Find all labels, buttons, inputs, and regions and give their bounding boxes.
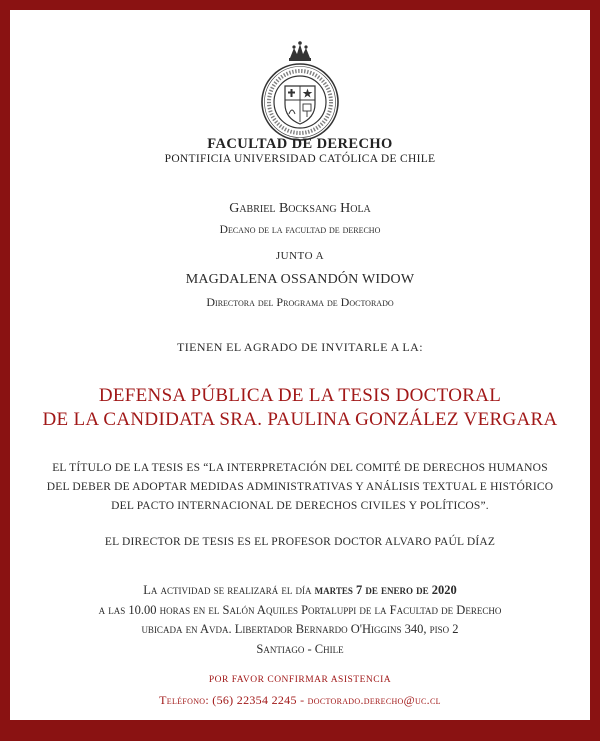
thesis-title <box>10 459 590 516</box>
event-headline-line1: DEFENSA PÚBLICA DE LA TESIS DOCTORAL <box>98 385 502 406</box>
event-details-line1 <box>10 581 590 601</box>
thesis-title-line1: EL TÍTULO DE LA TESIS ES “LA INTERPRETACIÓN DEL COMITÉ DE DERECHOS HUMANOS <box>52 462 548 474</box>
thesis-title-line2: DEL DEBER DE ADOPTAR MEDIDAS ADMINISTRATIVAS Y ANÁLISIS TEXTUAL E HISTÓRICO <box>46 481 554 493</box>
event-details <box>10 581 590 659</box>
event-details-line2: a las 10.00 horas en el Salón Aquiles Portaluppi de la Facultad de Derecho <box>98 602 502 617</box>
rsvp-request: POR FAVOR CONFIRMAR ASISTENCIA <box>208 675 392 685</box>
dean-name: Gabriel Bocksang Hola <box>229 201 371 216</box>
invitation-card <box>10 10 590 720</box>
event-details-line4: Santiago - Chile <box>256 641 344 656</box>
event-details-line3: ubicada en Avda. Libertador Bernardo O'Higgins 340, piso 2 <box>141 622 459 636</box>
event-details-prefix: La actividad se realizará el día <box>143 583 312 597</box>
event-date: martes 7 de enero de 2020 <box>314 583 457 597</box>
faculty-name: FACULTAD DE DERECHO <box>207 136 393 152</box>
dean-role: Decano de la facultad de derecho <box>219 224 381 236</box>
thesis-title-line3: DEL PACTO INTERNACIONAL DE DERECHOS CIVILES Y POLÍTICOS”. <box>111 500 489 512</box>
university-name: PONTIFICIA UNIVERSIDAD CATÓLICA DE CHILE <box>164 153 436 165</box>
rsvp-contact[interactable]: Teléfono: (56) 22354 2245 - doctorado.derecho@uc.cl <box>159 693 441 707</box>
event-headline-line2: DE LA CANDIDATA SRA. PAULINA GONZÁLEZ VERGARA <box>42 409 558 430</box>
thesis-advisor: EL DIRECTOR DE TESIS ES EL PROFESOR DOCTOR ALVARO PAÚL DÍAZ <box>104 536 496 548</box>
invitation-text: TIENEN EL AGRADO DE INVITARLE A LA: <box>177 340 423 354</box>
director-role: Directora del Programa de Doctorado <box>206 295 394 309</box>
university-seal-icon <box>10 40 590 150</box>
director-name: MAGDALENA OSSANDÓN WIDOW <box>185 272 415 287</box>
conjunction-text: JUNTO A <box>275 250 325 262</box>
